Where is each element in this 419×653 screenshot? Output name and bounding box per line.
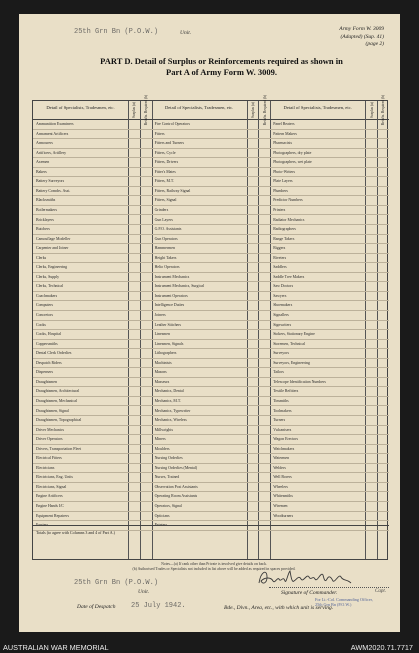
specialist-row: Moulders <box>152 445 271 455</box>
specialist-row: Drivers, Transportation Fleet <box>33 445 152 455</box>
specialist-row: Operating Room Assistants <box>152 492 271 502</box>
specialist-row: Signwriters <box>270 321 389 331</box>
reinforcements-column-header <box>258 94 270 126</box>
specialist-row: Sawyers <box>270 292 389 302</box>
specialist-row: Printers <box>270 206 389 216</box>
specialist-row: Battery Comdrs. Asst. <box>33 187 152 197</box>
specialist-row: Fire Control Operators <box>152 120 271 130</box>
unit-value: 25th Grn Bn (P.O.W.) <box>74 28 159 36</box>
specialist-row: Storemen, Technical <box>270 340 389 350</box>
specialist-row: Shoemakers <box>270 301 389 311</box>
specialists-table <box>32 94 388 560</box>
specialist-row: Coachmakers <box>33 292 152 302</box>
specialist-row: Cooks, Hospital <box>33 330 152 340</box>
specialist-row: Artificers, Artillery <box>33 149 152 159</box>
specialist-row: Fitters, Railway Signal <box>152 187 271 197</box>
specialist-row: Clerks, Supply <box>33 273 152 283</box>
specialist-row: Fitters, Drivers <box>152 158 271 168</box>
stamp-line: 25th Grn Bn (P.O.W.) <box>315 602 352 607</box>
specialist-row: Telescope Identification Numbers <box>270 378 389 388</box>
specialist-row: Photographers, dry plate <box>270 149 389 159</box>
specialist-row: Miners <box>152 435 271 445</box>
note-line: (b) Authorised Trades or Specialists not included in list above will be added as required in spaces provided. <box>132 567 296 571</box>
column-header-text: Surplus (a) <box>369 102 374 118</box>
specialist-row: Boilermakers <box>33 206 152 216</box>
detail-column-header: Detail of Specialists, Tradesmen, etc. <box>152 101 247 120</box>
specialist-row: Fitters, M.T. <box>152 177 271 187</box>
specialist-row: Driver Operators <box>33 435 152 445</box>
specialist-row: Instrument Mechanics, Surgical <box>152 282 271 292</box>
specialist-row: Concretors <box>33 311 152 321</box>
specialist-row: Pharmacists <box>270 139 389 149</box>
handwritten-signature <box>255 567 365 589</box>
specialist-row: Intelligence Duties <box>152 301 271 311</box>
specialist-row: Range Takers <box>270 235 389 245</box>
signature-line <box>269 587 389 588</box>
specialist-row: Clerks, Technical <box>33 282 152 292</box>
specialist-row: Draughtsmen, Mechanical <box>33 397 152 407</box>
specialist-row: Gun Layers <box>152 216 271 226</box>
specialist-row: Electricians <box>33 464 152 474</box>
specialist-row: Carpenter and Joiner <box>33 244 152 254</box>
specialist-row: Welders <box>270 464 389 474</box>
footer-unit-label: Unit. <box>138 589 150 595</box>
column-header-text: Surplus (a) <box>250 102 255 118</box>
specialist-row: Electrical Fitters <box>33 454 152 464</box>
specialist-row: Instrument Operators <box>152 292 271 302</box>
specialist-row: Dental Clerk Orderlies <box>33 349 152 359</box>
detail-column-header: Detail of Specialists, Tradesmen, etc. <box>33 101 128 120</box>
specialist-row: Textile Refitters <box>270 387 389 397</box>
specialist-row: Cooks <box>33 321 152 331</box>
specialist-row: Radiator Mechanics <box>270 216 389 226</box>
specialist-row: Linesmen <box>152 330 271 340</box>
specialist-row: Saddle Tree Makers <box>270 273 389 283</box>
specialist-row: Saw Doctors <box>270 282 389 292</box>
specialist-row: Wheelers <box>270 483 389 493</box>
specialist-row: Electricians, Signal <box>33 483 152 493</box>
specialist-row: Equipment Repairers <box>33 512 152 522</box>
note-line: Notes—(a) If rank other than Private is involved give details on back. <box>161 562 267 566</box>
specialist-row: Driver Mechanics <box>33 426 152 436</box>
specialist-row: Height Takers <box>152 254 271 264</box>
specialist-row: Joiners <box>152 311 271 321</box>
unit-label: Unit. <box>180 30 192 36</box>
specialist-row: Fitters, Signal <box>152 196 271 206</box>
specialist-row: Watchmakers <box>270 445 389 455</box>
specialist-row: Photo-Writers <box>270 168 389 178</box>
specialist-row: Draughtsmen, Architectural <box>33 387 152 397</box>
specialist-row: Coppersmiths <box>33 340 152 350</box>
archive-institution: AUSTRALIAN WAR MEMORIAL <box>3 643 109 652</box>
signature-label: Signature of Commander. <box>281 590 338 596</box>
specialist-row: Blacksmiths <box>33 196 152 206</box>
specialist-row: Masons <box>152 368 271 378</box>
specialist-row: Nursing Orderlies (Mental) <box>152 464 271 474</box>
form-ref-line: (page 2) <box>365 41 384 47</box>
specialist-row: Surveyors <box>270 349 389 359</box>
column-header-text: Reinfts. Required (b) <box>144 94 149 126</box>
specialist-row: Battery Surveyors <box>33 177 152 187</box>
specialist-row: Hammermen <box>152 244 271 254</box>
form-page <box>19 14 400 632</box>
specialist-row: Butchers <box>33 225 152 235</box>
specialist-row: Clerks, Engineering <box>33 263 152 273</box>
title-line: PART D. Detail of Surplus or Reinforcements required as shown in <box>100 56 343 66</box>
detail-column-header: Detail of Specialists, Tradesmen, etc. <box>270 101 365 120</box>
specialist-row: Fitters, Cycle <box>152 149 271 159</box>
form-ref-line: Army Form W. 3009 <box>339 26 384 32</box>
specialist-row: Wagon Erectors <box>270 435 389 445</box>
specialist-row: Draughtsmen <box>33 378 152 388</box>
specialist-row: Signallers <box>270 311 389 321</box>
specialist-row: Mechanics, Typewriter <box>152 407 271 417</box>
specialist-row: Nurses, Trained <box>152 473 271 483</box>
specialist-row: Masseurs <box>152 378 271 388</box>
specialist-row: Surveyors, Engineering <box>270 359 389 369</box>
specialist-row: Radiographers <box>270 225 389 235</box>
specialist-row: Armament Artificers <box>33 130 152 140</box>
specialist-row: Linesmen, Signals <box>152 340 271 350</box>
specialist-row: Mechanics, M.T. <box>152 397 271 407</box>
specialist-row: Instrument Mechanics <box>152 273 271 283</box>
specialist-row: Electricians, Eng. Units <box>33 473 152 483</box>
surplus-column-header <box>128 101 140 120</box>
specialist-row: Stokers, Stationary Engine <box>270 330 389 340</box>
despatch-date: 25 July 1942. <box>131 602 186 610</box>
specialist-row: Whitesmiths <box>270 492 389 502</box>
specialist-row: Axemen <box>33 158 152 168</box>
formation-label: Bde., Divn., Area, etc., with which unit is serving. <box>224 605 334 611</box>
specialist-row: Turners <box>270 416 389 426</box>
specialist-row: Panel Beaters <box>270 120 389 130</box>
specialist-row: G.P.O. Assistants <box>152 225 271 235</box>
specialist-row: Despatch Riders <box>33 359 152 369</box>
title-line: Part A of Army Form W. 3009. <box>166 67 277 77</box>
specialist-row: Predictor Numbers <box>270 196 389 206</box>
specialist-row: Lithographers <box>152 349 271 359</box>
signature-rank: Capt. <box>375 589 386 594</box>
specialist-row: Bricklayers <box>33 216 152 226</box>
part-d-title <box>59 56 384 78</box>
specialist-row: Tinsmiths <box>270 397 389 407</box>
specialist-row: Painters <box>152 521 271 531</box>
specialist-row: Clerks <box>33 254 152 264</box>
specialist-row: Wiremen <box>270 502 389 512</box>
reinforcements-column-header <box>377 94 389 126</box>
specialist-row: Pattern Makers <box>270 130 389 140</box>
specialist-row: Operators, Signal <box>152 502 271 512</box>
specialist-row: Camouflage Modeller <box>33 235 152 245</box>
specialist-row: Photographers, wet plate <box>270 158 389 168</box>
archive-reference: AWM2020.71.7717 <box>350 643 413 652</box>
archive-footer <box>0 640 419 653</box>
specialist-row: Helio Operators <box>152 263 271 273</box>
specialist-row: Bakers <box>33 168 152 178</box>
specialist-row: Ammunition Examiners <box>33 120 152 130</box>
form-ref-line: (Adapted) (Sup. 41) <box>340 33 384 40</box>
specialist-row: Well Borers <box>270 473 389 483</box>
column-header-text: Reinfts. Required (b) <box>381 94 386 126</box>
specialist-row: Opticians <box>152 512 271 522</box>
specialist-row: Draughtsmen, Topographical <box>33 416 152 426</box>
specialist-row: Fitter's Mates <box>152 168 271 178</box>
stamp-line: For Lt.-Col. Commanding Officer, <box>315 597 373 602</box>
surplus-column-header <box>247 101 259 120</box>
specialist-row: Draughtsmen, Signal <box>33 407 152 417</box>
specialist-row: Saddlers <box>270 263 389 273</box>
specialist-row: Woodturners <box>270 512 389 522</box>
specialist-row: Plate Layers <box>270 177 389 187</box>
reinforcements-column-header <box>140 94 152 126</box>
specialist-row: Grinders <box>152 206 271 216</box>
specialist-row: Gun Operators <box>152 235 271 245</box>
specialist-row: Armourers <box>33 139 152 149</box>
specialist-row: Tailors <box>270 368 389 378</box>
totals-label: Totals (to agree with Columns 3 and 4 of Part A.) <box>36 530 115 535</box>
specialist-row: Engine Artificers <box>33 492 152 502</box>
specialist-row: Toolmakers <box>270 407 389 417</box>
column-header-text: Reinfts. Required (b) <box>262 94 267 126</box>
specialist-row: Watermen <box>270 454 389 464</box>
specialist-row: Farriers <box>33 521 152 531</box>
specialist-row: Mechanics, Wireless <box>152 416 271 426</box>
specialist-row: Nursing Orderlies <box>152 454 271 464</box>
specialist-row: Mechanics, Dental <box>152 387 271 397</box>
specialist-row: Dispensers <box>33 368 152 378</box>
specialist-row: Fitters and Turners <box>152 139 271 149</box>
footer-unit-value: 25th Grn Bn (P.O.W.) <box>74 579 159 587</box>
specialist-row: Leather Stitchers <box>152 321 271 331</box>
specialist-row: Riggers <box>270 244 389 254</box>
despatch-label: Date of Despatch <box>77 604 116 610</box>
specialist-row: Millwrights <box>152 426 271 436</box>
specialist-row: Plumbers <box>270 187 389 197</box>
form-reference <box>339 26 384 49</box>
specialist-row: Fitters <box>152 130 271 140</box>
specialist-row: Vulcanisers <box>270 426 389 436</box>
totals-divider <box>33 525 389 526</box>
specialist-row: Observation Post Assistants <box>152 483 271 493</box>
specialist-row: Computers <box>33 301 152 311</box>
specialist-row: Riveters <box>270 254 389 264</box>
specialist-row: Machinists <box>152 359 271 369</box>
specialist-row: Engine Hands I/C <box>33 502 152 512</box>
surplus-column-header <box>365 101 377 120</box>
column-header-text: Surplus (a) <box>132 102 137 118</box>
